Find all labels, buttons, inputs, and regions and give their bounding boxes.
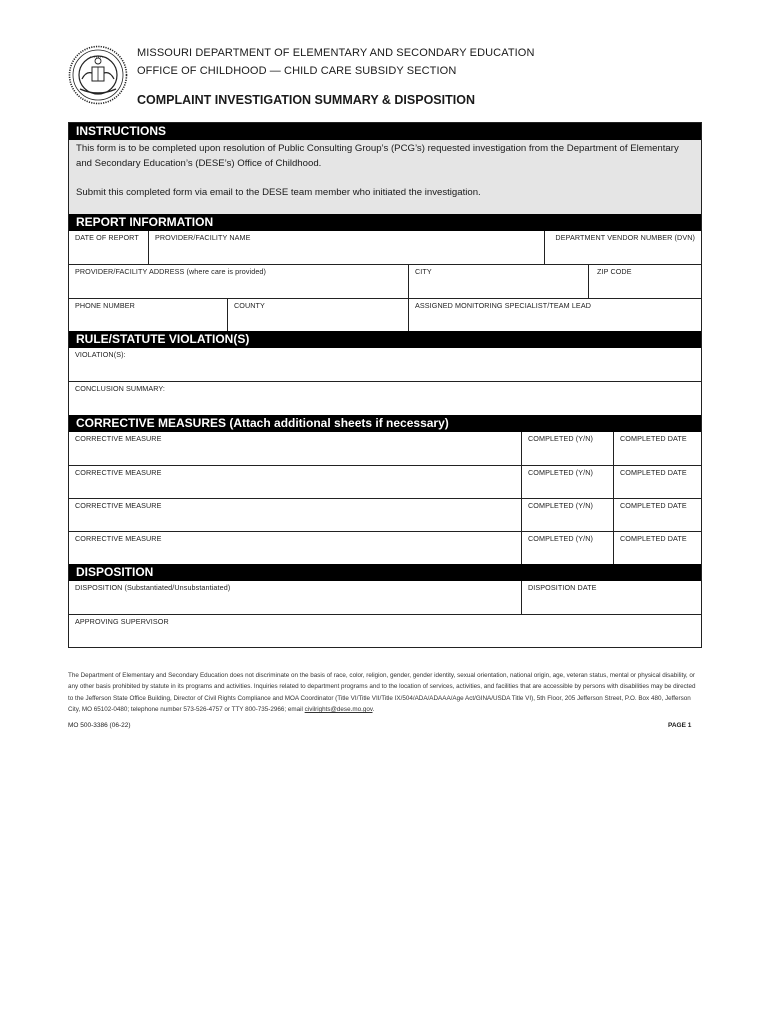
completed-date-label: COMPLETED DATE [620,501,687,510]
zip-code-label: ZIP CODE [597,267,632,276]
completed-date-label: COMPLETED DATE [620,468,687,477]
violations-heading: RULE/STATUTE VIOLATION(S) [69,331,701,348]
conclusion-summary-field[interactable] [69,382,701,415]
complaint-form [68,122,702,648]
phone-number-label: PHONE NUMBER [75,301,135,310]
report-information-heading: REPORT INFORMATION [69,214,701,231]
corrective-measure-row [69,498,701,531]
corrective-measure-field[interactable] [69,532,521,564]
notice-text: The Department of Elementary and Secondary Education does not discriminate on the basis of race, color, religion, gender, gender identity, sexual orientation, national origin, age, veteran status, mental or physical disability, or any other basis prohibited by statute in its programs and activities. Inquiries related to department programs and to the location of services, activities, and facilities that are accessible by persons with disabilities may be directed to the Jefferson State Office Building, Director of Civil Rights Compliance and MOA Coordinator (Title VI/Title VII/Title IX/504/ADA/ADAAA/Age Act/GINA/USDA Title VI), 5th Floor, 205 Jefferson Street, P.O. Box 480, Jefferson City, MO 65102-0480; telephone number 573-526-4757 or TTY 800-735-2966; email [68,672,696,713]
provider-address-label: PROVIDER/FACILITY ADDRESS (where care is provided) [75,267,267,276]
office-name: OFFICE OF CHILDHOOD — CHILD CARE SUBSIDY SECTION [137,65,457,77]
violations-field[interactable] [69,348,701,381]
conclusion-summary-label: CONCLUSION SUMMARY: [75,384,166,393]
corrective-measure-label: CORRECTIVE MEASURE [75,534,162,543]
disposition-field[interactable] [69,581,521,614]
page-number: PAGE 1 [668,722,692,729]
completed-yn-field[interactable] [521,432,613,465]
completed-yn-label: COMPLETED (Y/N) [528,534,593,543]
assigned-specialist-label: ASSIGNED MONITORING SPECIALIST/TEAM LEAD [415,301,592,310]
completed-date-label: COMPLETED DATE [620,534,687,543]
disposition-date-field[interactable] [521,581,701,614]
corrective-measure-field[interactable] [69,466,521,498]
county-field[interactable] [227,299,408,331]
completed-yn-field[interactable] [521,532,613,564]
violations-label: VIOLATION(S): [75,350,126,359]
completed-date-field[interactable] [613,532,701,564]
approving-supervisor-label: APPROVING SUPERVISOR [75,617,169,626]
instructions-submit-text: Submit this completed form via email to the DESE team member who initiated the investigation. [76,187,481,198]
approving-supervisor-field[interactable] [69,615,701,647]
department-name: MISSOURI DEPARTMENT OF ELEMENTARY AND SECONDARY EDUCATION [137,47,535,59]
corrective-measure-row [69,465,701,498]
county-label: COUNTY [234,301,265,310]
dvn-field[interactable] [544,231,701,264]
completed-yn-field[interactable] [521,466,613,498]
disposition-date-label: DISPOSITION DATE [528,583,597,592]
completed-date-field[interactable] [613,432,701,465]
completed-date-label: COMPLETED DATE [620,434,687,443]
provider-name-field[interactable] [148,231,544,264]
nondiscrimination-notice [68,670,702,715]
corrective-measure-label: CORRECTIVE MEASURE [75,501,162,510]
corrective-measure-label: CORRECTIVE MEASURE [75,468,162,477]
corrective-measure-field[interactable] [69,499,521,531]
instructions-text: This form is to be completed upon resolution of Public Consulting Group’s (PCG’s) requested investigation from the Department of Elementary and Secondary Education’s (DESE’s) Office of Childhood. [76,143,679,169]
completed-yn-field[interactable] [521,499,613,531]
corrective-measure-field[interactable] [69,432,521,465]
completed-yn-label: COMPLETED (Y/N) [528,501,593,510]
phone-number-field[interactable] [69,299,227,331]
completed-yn-label: COMPLETED (Y/N) [528,434,593,443]
provider-address-field[interactable] [69,265,408,298]
corrective-measure-label: CORRECTIVE MEASURE [75,434,162,443]
corrective-measure-row [69,432,701,465]
civil-rights-email-link[interactable]: civilrights@dese.mo.gov [304,705,373,713]
form-number: MO 500-3386 (06-22) [68,722,131,729]
date-of-report-field[interactable] [69,231,148,264]
assigned-specialist-field[interactable] [408,299,701,331]
disposition-label: DISPOSITION (Substantiated/Unsubstantiated) [75,583,231,592]
provider-name-label: PROVIDER/FACILITY NAME [155,233,251,242]
city-label: CITY [415,267,432,276]
zip-code-field[interactable] [588,265,701,298]
instructions-heading: INSTRUCTIONS [69,123,701,140]
corrective-measure-row [69,531,701,564]
state-seal-icon [68,45,128,105]
completed-date-field[interactable] [613,499,701,531]
disposition-heading: DISPOSITION [69,564,701,581]
city-field[interactable] [408,265,588,298]
dvn-label: DEPARTMENT VENDOR NUMBER (DVN) [555,233,695,242]
notice-period: . [372,705,375,713]
completed-yn-label: COMPLETED (Y/N) [528,468,593,477]
completed-date-field[interactable] [613,466,701,498]
instructions-box [69,140,701,214]
date-of-report-label: DATE OF REPORT [75,233,139,242]
corrective-measures-heading: CORRECTIVE MEASURES (Attach additional sheets if necessary) [69,415,701,432]
form-title: COMPLAINT INVESTIGATION SUMMARY & DISPOSITION [137,93,475,107]
